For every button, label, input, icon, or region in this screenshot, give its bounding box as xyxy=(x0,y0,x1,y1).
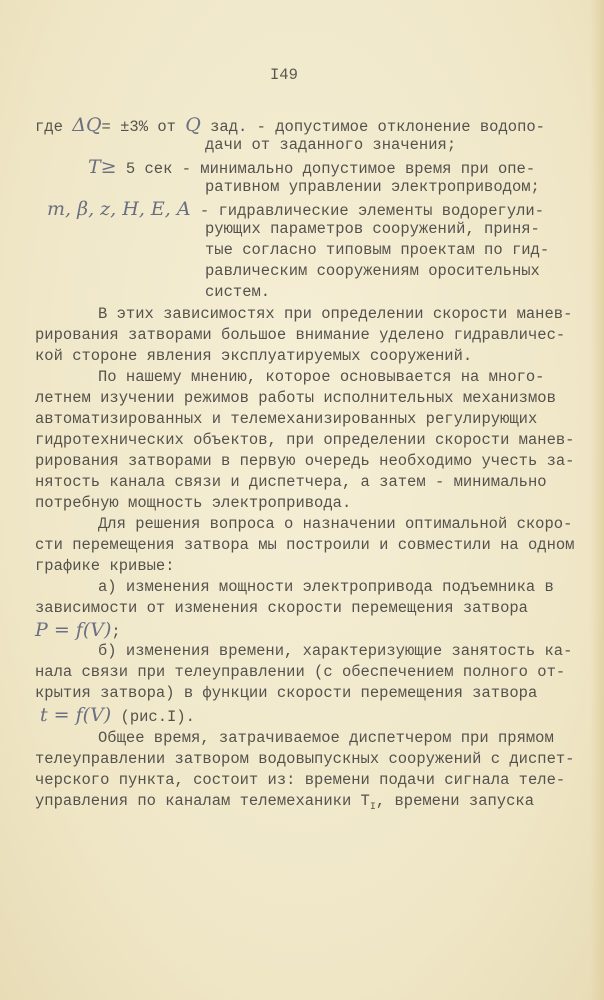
text-line: рирования затворами большое внимание уделено гидравличес- xyxy=(35,326,566,344)
text-line: рирования затворами в первую очередь необходимо учесть за- xyxy=(35,452,575,470)
definition-line: где ΔQ= ±3% от Q зад. - допустимое отклонение водопо- xyxy=(35,114,545,136)
text-line: нала связи при телеуправлении (с обеспечением полного от- xyxy=(35,663,566,681)
handwritten-symbol: Q xyxy=(185,114,201,136)
text-line: зависимости от изменения скорости перемещения затвора xyxy=(35,599,528,617)
text-line: летнем изучении режимов работы исполнительных механизмов xyxy=(35,389,556,407)
text-line: Общее время, затрачиваемое диспетчером при прямом xyxy=(98,729,554,747)
handwritten-symbol: m, β, z, H, E, A xyxy=(47,198,191,220)
definition-line: ративном управлении электроприводом; xyxy=(205,178,540,196)
text-line: черского пункта, состоит из: времени подачи сигнала теле- xyxy=(35,771,566,789)
handwritten-formula: P = f(V) xyxy=(35,619,112,641)
text-line: В этих зависимостях при определении скорости манев- xyxy=(98,305,573,323)
text-line: графике кривые: xyxy=(35,557,175,575)
text-line: нятость канала связи и диспетчера, а затем - минимально xyxy=(35,473,547,491)
definition-line: систем. xyxy=(205,283,271,301)
formula-line: t = f(V) (рис.I). xyxy=(40,704,195,726)
definition-line: рующих параметров сооружений, приня- xyxy=(205,220,540,238)
text-line: крытия затвора) в функции скорости перемещения затвора xyxy=(35,684,538,702)
definition-line: равлическим сооружениям оросительных xyxy=(205,262,540,280)
text-line: сти перемещения затвора мы построили и совместили на одном xyxy=(35,536,575,554)
handwritten-formula: t = f(V) xyxy=(40,704,112,726)
page-edge-shadow xyxy=(590,0,604,1000)
text-line: гидротехнических объектов, при определении скорости манев- xyxy=(35,431,575,449)
text-line: По нашему мнению, которое основывается на много- xyxy=(98,368,545,386)
definition-line: T≥ 5 сек - минимально допустимое время при опе- xyxy=(88,156,536,178)
definition-line: m, β, z, H, E, A - гидравлические элементы водорегули- xyxy=(47,198,545,220)
definition-line: тые согласно типовым проектам по гид- xyxy=(205,241,550,259)
text-line: телеуправлении затвором водовыпускных сооружений с диспет- xyxy=(35,750,575,768)
definition-line: дачи от заданного значения; xyxy=(205,136,457,154)
handwritten-symbol: T≥ xyxy=(88,156,117,178)
text-line: потребную мощность электропривода. xyxy=(35,494,352,512)
page-number: I49 xyxy=(270,66,298,84)
text-line: автоматизированных и телемеханизированных регулирующих xyxy=(35,410,538,428)
formula-line: P = f(V); xyxy=(35,619,121,641)
handwritten-symbol: ΔQ xyxy=(72,114,102,136)
text-line: Для решения вопроса о назначении оптимальной скоро- xyxy=(98,515,573,533)
text-line: кой стороне явления эксплуатируемых сооружений. xyxy=(35,347,473,365)
text-line: б) изменения времени, характеризующие занятость ка- xyxy=(98,642,573,660)
text-line: управления по каналам телемеханики $T_I$, времени запуска xyxy=(35,792,535,814)
text-line: а) изменения мощности электропривода подъемника в xyxy=(98,578,554,596)
